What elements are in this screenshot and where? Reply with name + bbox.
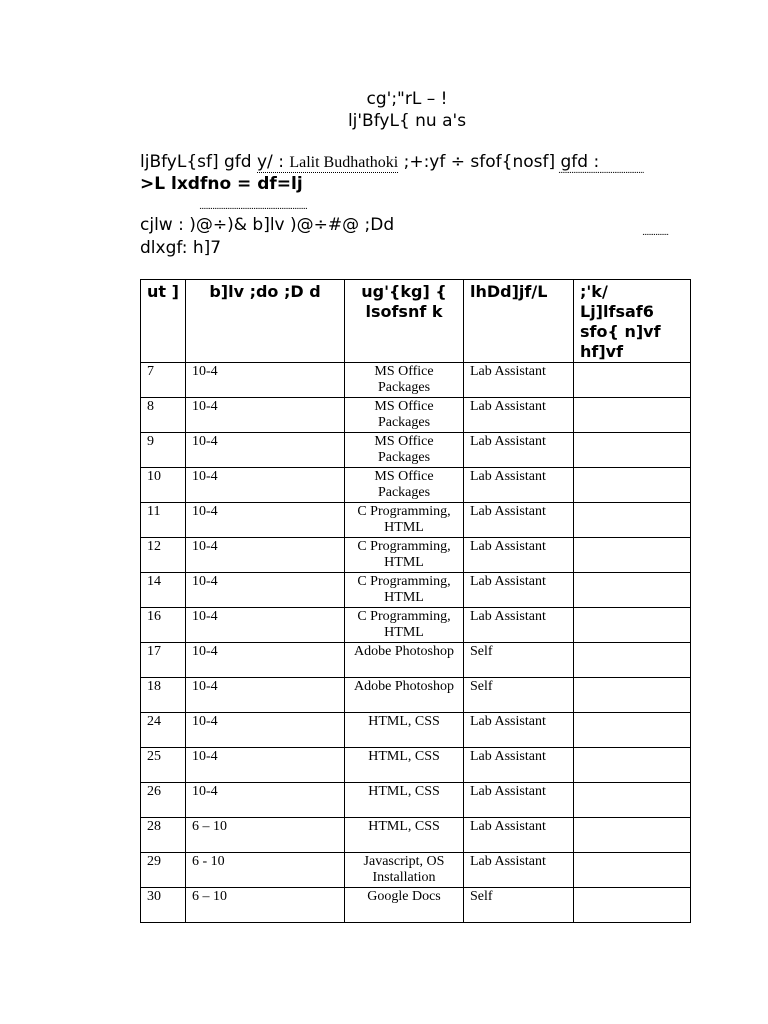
cell-responsibility: Lab Assistant — [464, 608, 574, 643]
cell-time: 10-4 — [186, 573, 345, 608]
table-row — [141, 888, 691, 923]
cell-time: 10-4 — [186, 468, 345, 503]
table-row — [141, 643, 691, 678]
header-activity: ug'{kg] { lsofsnf k — [345, 280, 464, 363]
cell-time: 10-4 — [186, 398, 345, 433]
cell-time: 10-4 — [186, 678, 345, 713]
table-row — [141, 748, 691, 783]
cell-day: 8 — [141, 398, 186, 433]
period: cjlw : )@÷)& b]lv )@÷#@ ;Dd — [140, 215, 395, 235]
cell-responsibility: Lab Assistant — [464, 398, 574, 433]
cell-remarks — [574, 398, 691, 433]
table-row — [141, 433, 691, 468]
cell-activity: C Programming, HTML — [345, 538, 464, 573]
cell-day: 12 — [141, 538, 186, 573]
cell-time: 10-4 — [186, 503, 345, 538]
cell-responsibility: Lab Assistant — [464, 468, 574, 503]
cell-time: 10-4 — [186, 433, 345, 468]
cell-responsibility: Self — [464, 888, 574, 923]
header-remarks: ;'k/ Lj]lfsaf6 sfo{ n]vf hf]vf — [574, 280, 691, 363]
log-table — [140, 279, 691, 923]
cell-time: 10-4 — [186, 538, 345, 573]
cell-remarks — [574, 643, 691, 678]
table-row — [141, 468, 691, 503]
cell-responsibility: Lab Assistant — [464, 748, 574, 783]
cell-time: 10-4 — [186, 713, 345, 748]
cell-day: 30 — [141, 888, 186, 923]
cell-activity: HTML, CSS — [345, 818, 464, 853]
cell-day: 7 — [141, 363, 186, 398]
cell-activity: Adobe Photoshop — [345, 643, 464, 678]
cell-remarks — [574, 678, 691, 713]
cell-time: 10-4 — [186, 783, 345, 818]
student-name-line — [140, 151, 599, 174]
doc-title-line2: lj'BfyL{ nu a's — [347, 111, 467, 131]
table-row — [141, 818, 691, 853]
cell-time: 10-4 — [186, 363, 345, 398]
dotted-underline-org: .............................................. — [558, 166, 644, 176]
cell-responsibility: Lab Assistant — [464, 433, 574, 468]
cell-activity: HTML, CSS — [345, 713, 464, 748]
student-separator: y/ : — [257, 152, 284, 172]
cell-remarks — [574, 888, 691, 923]
table-row — [141, 363, 691, 398]
student-name-field — [257, 152, 398, 173]
cell-day: 18 — [141, 678, 186, 713]
cell-activity: C Programming, HTML — [345, 573, 464, 608]
cell-remarks — [574, 503, 691, 538]
cell-responsibility: Lab Assistant — [464, 783, 574, 818]
cell-activity: Google Docs — [345, 888, 464, 923]
table-row — [141, 678, 691, 713]
cell-remarks — [574, 818, 691, 853]
cell-day: 25 — [141, 748, 186, 783]
cell-responsibility: Lab Assistant — [464, 363, 574, 398]
cell-time: 10-4 — [186, 643, 345, 678]
cell-time: 10-4 — [186, 608, 345, 643]
cell-responsibility: Lab Assistant — [464, 713, 574, 748]
cell-day: 29 — [141, 853, 186, 888]
cell-day: 28 — [141, 818, 186, 853]
cell-day: 11 — [141, 503, 186, 538]
cell-remarks — [574, 783, 691, 818]
subject-month: dlxgf: h]7 — [140, 238, 222, 258]
cell-activity: Javascript, OS Installation — [345, 853, 464, 888]
cell-activity: HTML, CSS — [345, 748, 464, 783]
header-time-text: b]lv ;do ;D d — [209, 282, 321, 301]
cell-remarks — [574, 608, 691, 643]
cell-activity: C Programming, HTML — [345, 503, 464, 538]
cell-responsibility: Self — [464, 678, 574, 713]
table-row — [141, 398, 691, 433]
table-row — [141, 713, 691, 748]
table-row — [141, 608, 691, 643]
cell-activity: C Programming, HTML — [345, 608, 464, 643]
dotted-underline-period: .......................................................... — [199, 202, 307, 212]
cell-activity: MS Office Packages — [345, 433, 464, 468]
header-day: ut ] — [141, 280, 186, 363]
cell-remarks — [574, 573, 691, 608]
cell-remarks — [574, 713, 691, 748]
cell-responsibility: Lab Assistant — [464, 573, 574, 608]
cell-time: 6 – 10 — [186, 888, 345, 923]
table-row — [141, 783, 691, 818]
cell-day: 26 — [141, 783, 186, 818]
table-row — [141, 853, 691, 888]
table-row — [141, 573, 691, 608]
cell-activity: HTML, CSS — [345, 783, 464, 818]
doc-title-line1: cg';"rL – ! — [366, 89, 448, 109]
cell-remarks — [574, 363, 691, 398]
header-time — [186, 280, 345, 363]
student-label: ljBfyL{sf] gfd — [140, 152, 252, 172]
cell-time: 6 – 10 — [186, 818, 345, 853]
dotted-underline-right: .............. — [642, 228, 669, 238]
log-table-body — [141, 363, 691, 923]
teacher-label-prefix: ;+:yf ÷ sfof{nosf] gfd : — [403, 152, 600, 172]
cell-day: 24 — [141, 713, 186, 748]
org-name: >L lxdfno = df=lj — [140, 174, 303, 194]
cell-activity: Adobe Photoshop — [345, 678, 464, 713]
cell-responsibility: Lab Assistant — [464, 538, 574, 573]
table-row — [141, 538, 691, 573]
cell-day: 14 — [141, 573, 186, 608]
cell-remarks — [574, 853, 691, 888]
cell-activity: MS Office Packages — [345, 468, 464, 503]
cell-responsibility: Lab Assistant — [464, 503, 574, 538]
cell-day: 16 — [141, 608, 186, 643]
header-responsibility: lhDd]jf/L — [464, 280, 574, 363]
cell-responsibility: Lab Assistant — [464, 818, 574, 853]
cell-responsibility: Lab Assistant — [464, 853, 574, 888]
cell-activity: MS Office Packages — [345, 398, 464, 433]
cell-time: 10-4 — [186, 748, 345, 783]
student-name: Lalit Budhathoki — [289, 154, 399, 171]
cell-remarks — [574, 748, 691, 783]
cell-remarks — [574, 468, 691, 503]
cell-day: 10 — [141, 468, 186, 503]
cell-activity: MS Office Packages — [345, 363, 464, 398]
cell-remarks — [574, 538, 691, 573]
table-header-row — [141, 280, 691, 363]
table-row — [141, 503, 691, 538]
cell-day: 9 — [141, 433, 186, 468]
cell-time: 6 - 10 — [186, 853, 345, 888]
cell-day: 17 — [141, 643, 186, 678]
cell-remarks — [574, 433, 691, 468]
cell-responsibility: Self — [464, 643, 574, 678]
